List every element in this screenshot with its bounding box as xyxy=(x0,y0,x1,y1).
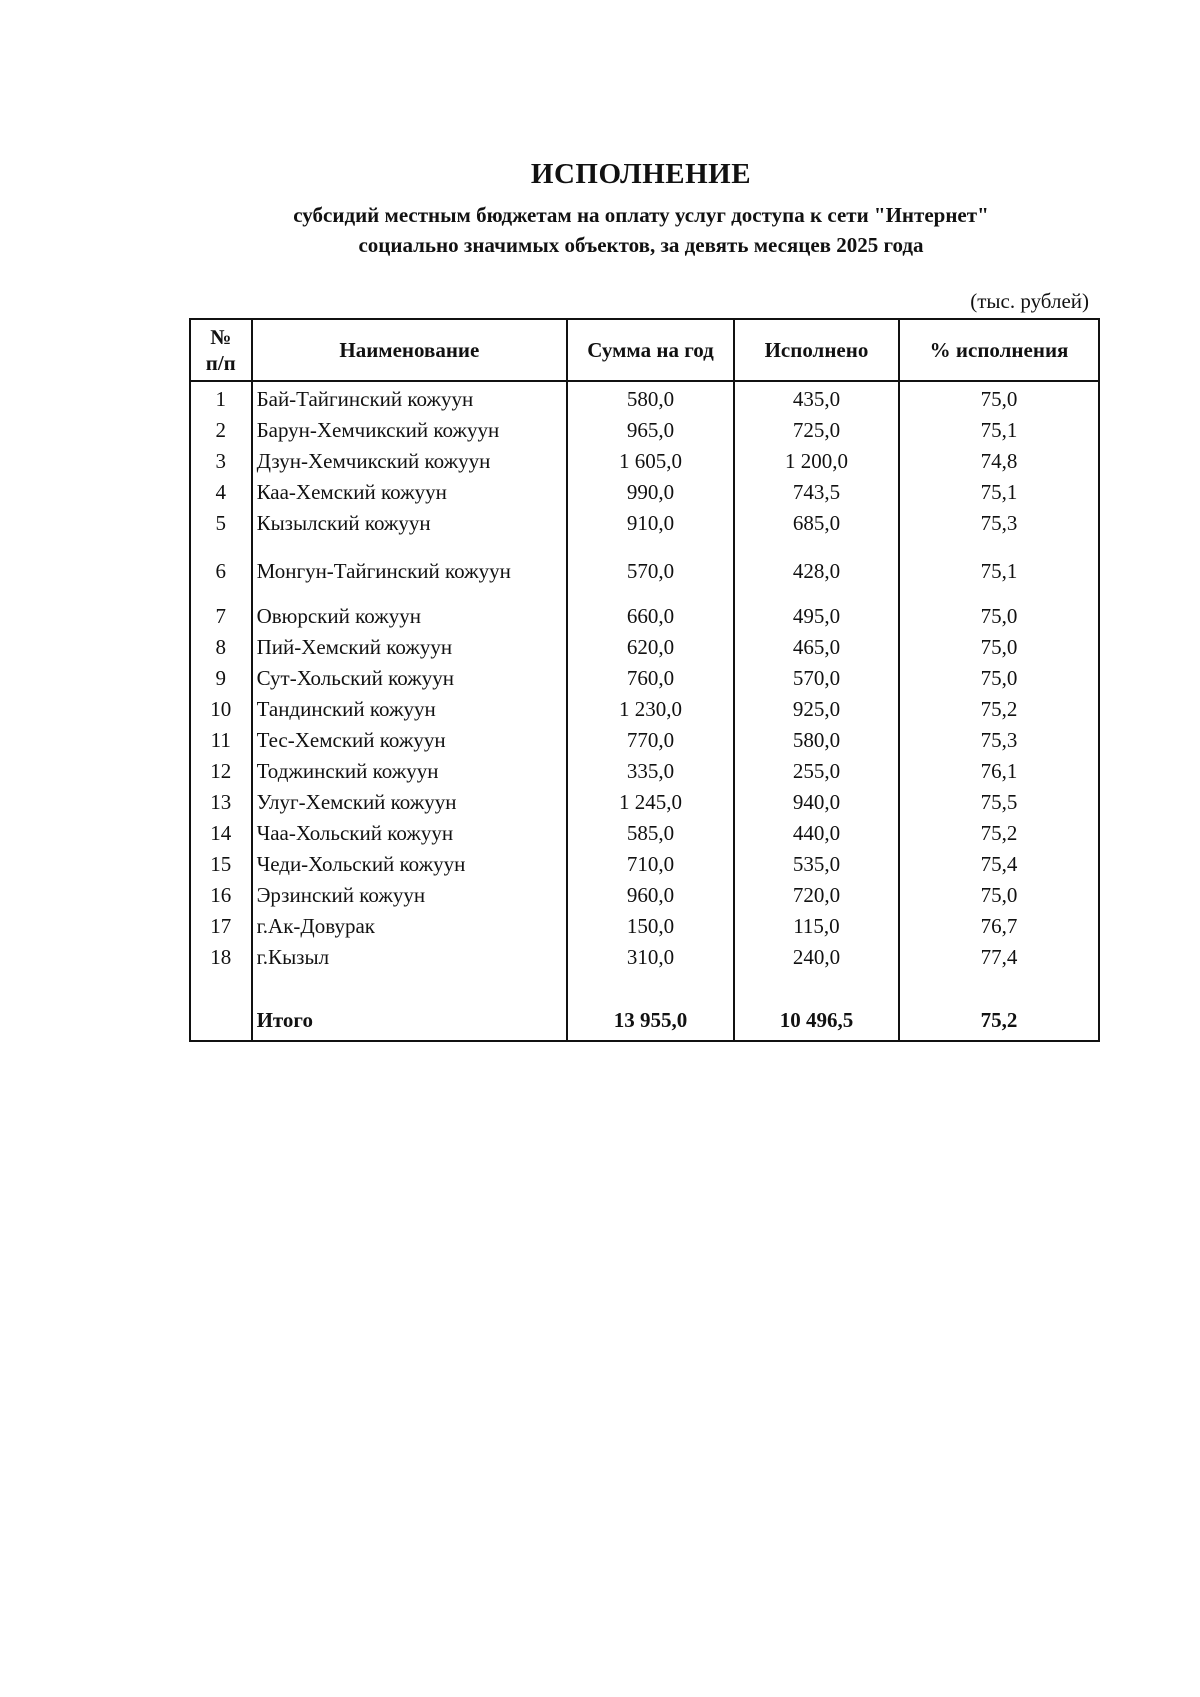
spacer-cell xyxy=(190,974,252,1000)
table-row xyxy=(190,381,1099,416)
row-annual-sum: 770,0 xyxy=(567,726,734,757)
row-executed: 255,0 xyxy=(734,757,899,788)
row-annual-sum: 960,0 xyxy=(567,881,734,912)
table-row xyxy=(190,850,1099,881)
table-body xyxy=(190,381,1099,1041)
row-num: 18 xyxy=(190,943,252,974)
row-annual-sum: 965,0 xyxy=(567,416,734,447)
row-annual-sum: 335,0 xyxy=(567,757,734,788)
spacer-cell xyxy=(899,974,1099,1000)
row-annual-sum: 990,0 xyxy=(567,478,734,509)
table-row xyxy=(190,788,1099,819)
row-percent: 76,7 xyxy=(899,912,1099,943)
row-num: 17 xyxy=(190,912,252,943)
row-annual-sum: 1 245,0 xyxy=(567,788,734,819)
row-percent: 75,2 xyxy=(899,695,1099,726)
row-num: 8 xyxy=(190,633,252,664)
header-annual-sum: Сумма на год xyxy=(567,319,734,381)
row-percent: 75,0 xyxy=(899,381,1099,416)
row-name: Дзун-Хемчикский кожуун xyxy=(252,447,568,478)
row-executed: 580,0 xyxy=(734,726,899,757)
row-annual-sum: 310,0 xyxy=(567,943,734,974)
row-num: 13 xyxy=(190,788,252,819)
table-row xyxy=(190,540,1099,602)
row-executed: 940,0 xyxy=(734,788,899,819)
table-row xyxy=(190,664,1099,695)
row-percent: 75,3 xyxy=(899,509,1099,540)
spacer-cell xyxy=(567,974,734,1000)
row-annual-sum: 570,0 xyxy=(567,540,734,602)
table-row xyxy=(190,726,1099,757)
row-executed: 925,0 xyxy=(734,695,899,726)
row-num: 15 xyxy=(190,850,252,881)
row-annual-sum: 660,0 xyxy=(567,602,734,633)
row-name: г.Ак-Довурак xyxy=(252,912,568,943)
row-name: Тес-Хемский кожуун xyxy=(252,726,568,757)
row-num: 9 xyxy=(190,664,252,695)
table-row xyxy=(190,447,1099,478)
total-row xyxy=(190,1000,1099,1041)
header-executed: Исполнено xyxy=(734,319,899,381)
row-percent: 75,2 xyxy=(899,819,1099,850)
row-num: 10 xyxy=(190,695,252,726)
row-name: Пий-Хемский кожуун xyxy=(252,633,568,664)
row-executed: 115,0 xyxy=(734,912,899,943)
row-num: 2 xyxy=(190,416,252,447)
row-num: 7 xyxy=(190,602,252,633)
table-row xyxy=(190,416,1099,447)
row-num: 16 xyxy=(190,881,252,912)
header-num-part: № xyxy=(210,325,232,349)
header-name: Наименование xyxy=(252,319,568,381)
document-subtitle-line1: субсидий местным бюджетам на оплату услуг доступа к сети "Интернет" xyxy=(293,203,989,227)
units-label: (тыс. рублей) xyxy=(970,289,1089,313)
header-row xyxy=(190,319,1099,381)
row-num: 11 xyxy=(190,726,252,757)
row-percent: 75,5 xyxy=(899,788,1099,819)
execution-table xyxy=(189,318,1100,1042)
row-annual-sum: 1 605,0 xyxy=(567,447,734,478)
header-num-part: п/п xyxy=(205,351,236,375)
row-annual-sum: 620,0 xyxy=(567,633,734,664)
row-executed: 720,0 xyxy=(734,881,899,912)
row-percent: 76,1 xyxy=(899,757,1099,788)
row-percent: 75,3 xyxy=(899,726,1099,757)
row-percent: 75,4 xyxy=(899,850,1099,881)
row-percent: 75,1 xyxy=(899,416,1099,447)
row-executed: 1 200,0 xyxy=(734,447,899,478)
row-name: Улуг-Хемский кожуун xyxy=(252,788,568,819)
table-header xyxy=(190,319,1099,381)
row-num: 3 xyxy=(190,447,252,478)
row-annual-sum: 760,0 xyxy=(567,664,734,695)
total-annual-sum: 13 955,0 xyxy=(567,1000,734,1041)
row-executed: 685,0 xyxy=(734,509,899,540)
row-annual-sum: 1 230,0 xyxy=(567,695,734,726)
document-title: ИСПОЛНЕНИЕ xyxy=(530,158,752,190)
row-name: Овюрский кожуун xyxy=(252,602,568,633)
row-percent: 77,4 xyxy=(899,943,1099,974)
row-num: 6 xyxy=(190,540,252,602)
row-annual-sum: 710,0 xyxy=(567,850,734,881)
row-executed: 495,0 xyxy=(734,602,899,633)
table-row xyxy=(190,478,1099,509)
row-num: 1 xyxy=(190,381,252,416)
table-row xyxy=(190,881,1099,912)
row-num: 14 xyxy=(190,819,252,850)
row-name: Бай-Тайгинский кожуун xyxy=(252,381,568,416)
row-percent: 75,1 xyxy=(899,540,1099,602)
row-percent: 75,0 xyxy=(899,664,1099,695)
row-percent: 74,8 xyxy=(899,447,1099,478)
table-row xyxy=(190,509,1099,540)
row-executed: 570,0 xyxy=(734,664,899,695)
row-percent: 75,0 xyxy=(899,881,1099,912)
row-name: Каа-Хемский кожуун xyxy=(252,478,568,509)
row-name: Эрзинский кожуун xyxy=(252,881,568,912)
table-row xyxy=(190,633,1099,664)
row-executed: 725,0 xyxy=(734,416,899,447)
row-annual-sum: 585,0 xyxy=(567,819,734,850)
spacer-cell xyxy=(252,974,568,1000)
row-name: Барун-Хемчикский кожуун xyxy=(252,416,568,447)
spacer-cell xyxy=(734,974,899,1000)
total-percent: 75,2 xyxy=(899,1000,1099,1041)
table-row xyxy=(190,757,1099,788)
row-name: Кызылский кожуун xyxy=(252,509,568,540)
row-name: Монгун-Тайгинский кожуун xyxy=(252,540,568,602)
total-name: Итого xyxy=(252,1000,568,1041)
row-name: Чеди-Хольский кожуун xyxy=(252,850,568,881)
row-percent: 75,1 xyxy=(899,478,1099,509)
table-row xyxy=(190,912,1099,943)
row-executed: 743,5 xyxy=(734,478,899,509)
row-num: 4 xyxy=(190,478,252,509)
row-name: Тандинский кожуун xyxy=(252,695,568,726)
table-row xyxy=(190,602,1099,633)
row-executed: 240,0 xyxy=(734,943,899,974)
row-num: 12 xyxy=(190,757,252,788)
row-annual-sum: 150,0 xyxy=(567,912,734,943)
document-subtitle-line2: социально значимых объектов, за девять месяцев 2025 года xyxy=(358,233,924,257)
total-executed: 10 496,5 xyxy=(734,1000,899,1041)
row-name: г.Кызыл xyxy=(252,943,568,974)
total-num-cell xyxy=(190,1000,252,1041)
table-row xyxy=(190,819,1099,850)
row-executed: 435,0 xyxy=(734,381,899,416)
row-executed: 465,0 xyxy=(734,633,899,664)
row-annual-sum: 910,0 xyxy=(567,509,734,540)
table-row xyxy=(190,695,1099,726)
row-executed: 428,0 xyxy=(734,540,899,602)
row-percent: 75,0 xyxy=(899,602,1099,633)
table-row xyxy=(190,943,1099,974)
row-percent: 75,0 xyxy=(899,633,1099,664)
row-executed: 440,0 xyxy=(734,819,899,850)
row-name: Сут-Хольский кожуун xyxy=(252,664,568,695)
row-annual-sum: 580,0 xyxy=(567,381,734,416)
spacer-row xyxy=(190,974,1099,1000)
header-percent: % исполнения xyxy=(899,319,1099,381)
header-num xyxy=(190,319,252,381)
row-name: Тоджинский кожуун xyxy=(252,757,568,788)
row-name: Чаа-Хольский кожуун xyxy=(252,819,568,850)
row-executed: 535,0 xyxy=(734,850,899,881)
row-num: 5 xyxy=(190,509,252,540)
